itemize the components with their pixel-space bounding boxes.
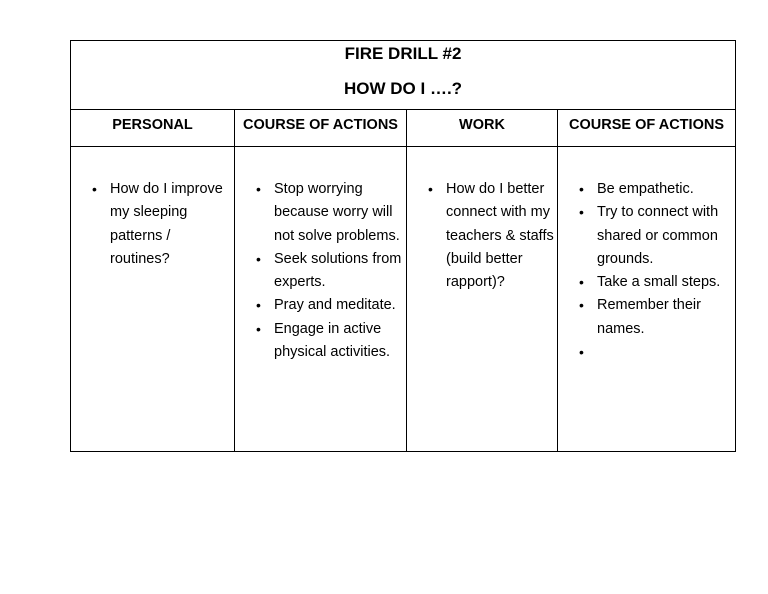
bullet-icon: • [579, 344, 584, 361]
list-item [256, 178, 406, 248]
list-item-text: How do I improve my sleeping patterns / routines? [110, 181, 223, 267]
list-item-text: How do I better connect with my teachers & staffs (build better rapport)? [446, 181, 554, 291]
header-work [407, 110, 558, 147]
list-item-text: Seek solutions from experts. [274, 250, 402, 291]
list-item-text: Try to connect with shared or common grounds. [597, 204, 719, 267]
list-item [92, 178, 234, 271]
bullet-icon: • [428, 181, 433, 197]
list-item-text: Pray and meditate. [274, 297, 396, 314]
list-item-text: Be empathetic. [597, 181, 694, 197]
document-subtitle: HOW DO I ….? [344, 79, 463, 98]
header-label: COURSE OF ACTIONS [569, 117, 724, 133]
bullet-icon: • [579, 274, 584, 291]
list-item [579, 178, 735, 201]
list-item-text [597, 344, 601, 360]
course-of-actions-personal-list [235, 178, 406, 364]
list-item [579, 294, 735, 341]
header-label: COURSE OF ACTIONS [243, 117, 398, 133]
course-of-actions-personal-cell [235, 147, 407, 452]
list-item [256, 318, 406, 365]
list-item [256, 248, 406, 295]
bullet-icon: • [92, 181, 97, 197]
bullet-icon: • [256, 181, 261, 197]
bullet-icon: • [579, 204, 584, 221]
course-of-actions-work-cell [558, 147, 736, 452]
work-cell [407, 147, 558, 452]
list-item [579, 341, 735, 364]
document-title: FIRE DRILL #2 [344, 44, 462, 63]
bullet-icon: • [256, 297, 261, 314]
personal-list [71, 178, 234, 271]
bullet-icon: • [579, 297, 584, 314]
title-cell [71, 41, 736, 110]
list-item [428, 178, 557, 294]
list-item-text: Remember their names. [597, 297, 701, 337]
header-course-of-actions-work [558, 110, 736, 147]
list-item-text: Take a small steps. [597, 274, 721, 291]
list-item [579, 271, 735, 294]
bullet-icon: • [256, 320, 261, 337]
header-personal [71, 110, 235, 147]
fire-drill-table [70, 40, 736, 452]
course-of-actions-work-list [558, 178, 735, 364]
header-course-of-actions-personal [235, 110, 407, 147]
bullet-icon: • [579, 181, 584, 197]
bullet-icon: • [256, 250, 261, 267]
header-label: PERSONAL [112, 117, 193, 133]
list-item [579, 201, 735, 271]
list-item-text: Stop worrying because worry will not solve problems. [274, 181, 400, 244]
personal-cell [71, 147, 235, 452]
list-item [256, 294, 406, 317]
work-list [407, 178, 557, 294]
header-label: WORK [459, 117, 505, 133]
list-item-text: Engage in active physical activities. [274, 320, 391, 361]
